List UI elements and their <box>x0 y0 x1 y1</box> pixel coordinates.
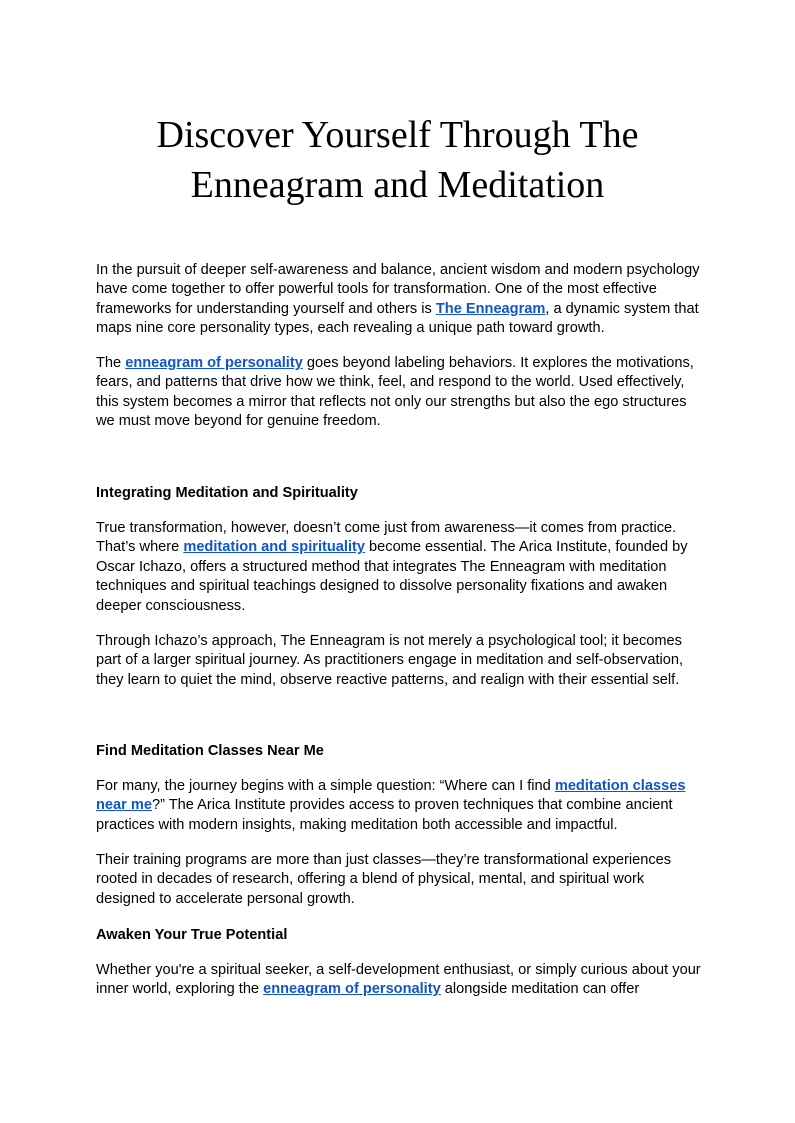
section2-paragraph-2: Their training programs are more than just classes—they’re transformational experiences rooted in decades of research, offering a blend of physical, mental, and spiritual work designed to accelerate personal growth. <box>96 852 672 907</box>
section3-paragraph-1 <box>96 961 706 1000</box>
meditation-and-spirituality-link[interactable]: meditation and spirituality <box>183 539 365 556</box>
section2-paragraph-1 <box>96 777 706 835</box>
intro-paragraph-2 <box>96 354 706 432</box>
document-title <box>96 110 699 210</box>
section1-paragraph-1 <box>96 519 706 616</box>
intro-p2-text-end: goes beyond labeling behaviors. It explores the motivations, fears, and patterns that drive how we think, feel, and respond to the world. Used effectively, this system becomes a mirror that reflects not only our strengths but also the ego structures we must move beyond for genuine freedom. <box>96 355 694 430</box>
section2-p1-text-end: ?” The Arica Institute provides access to proven techniques that combine ancient practices with modern insights, making meditation both accessible and impactful. <box>96 797 673 833</box>
section-heading-awaken-potential: Awaken Your True Potential <box>96 927 288 943</box>
the-enneagram-link[interactable]: The Enneagram <box>435 300 546 317</box>
intro-p1-text: In the pursuit of deeper self-awareness and balance, ancient wisdom and modern psychology have come together to offer powerful tools for transformation. One of the most effective frameworks for understanding yourself and others is <box>96 262 700 317</box>
title-line-2: Enneagram and Meditation <box>190 164 605 206</box>
title-line-1: Discover Yourself Through The <box>156 114 639 156</box>
intro-p2-text: The <box>96 355 126 371</box>
intro-p1-text-end: , a dynamic system that maps nine core personality types, each revealing a unique path toward growth. <box>96 300 699 337</box>
section3-p1-text: Whether you're a spiritual seeker, a self-development enthusiast, or simply curious about your inner world, exploring the <box>96 962 701 998</box>
section1-paragraph-2: Through Ichazo’s approach, The Enneagram is not merely a psychological tool; it becomes part of a larger spiritual journey. As practitioners engage in meditation and self-observation, they learn to quiet the mind, observe reactive patterns, and realign with their essential self. <box>96 633 684 688</box>
section-heading-meditation-classes: Find Meditation Classes Near Me <box>96 743 324 759</box>
intro-paragraph-1 <box>96 261 706 339</box>
section2-p1-text: For many, the journey begins with a simple question: “Where can I find <box>96 778 555 794</box>
section-heading-meditation-spirituality: Integrating Meditation and Spirituality <box>96 485 358 501</box>
enneagram-of-personality-link-2[interactable]: enneagram of personality <box>263 981 441 998</box>
section1-p1-text-end: become essential. The Arica Institute, founded by Oscar Ichazo, offers a structured method that integrates The Enneagram with meditation techniques and spiritual teachings designed to dissolve personality fixations and awaken deeper consciousness. <box>96 539 688 614</box>
enneagram-of-personality-link[interactable]: enneagram of personality <box>125 355 303 371</box>
meditation-classes-near-me-link[interactable]: meditation classes near me <box>96 778 686 814</box>
section3-p1-text-end: alongside meditation can offer <box>440 981 640 998</box>
section1-p1-text: True transformation, however, doesn’t come just from awareness—it comes from practice. That’s where <box>96 520 677 556</box>
